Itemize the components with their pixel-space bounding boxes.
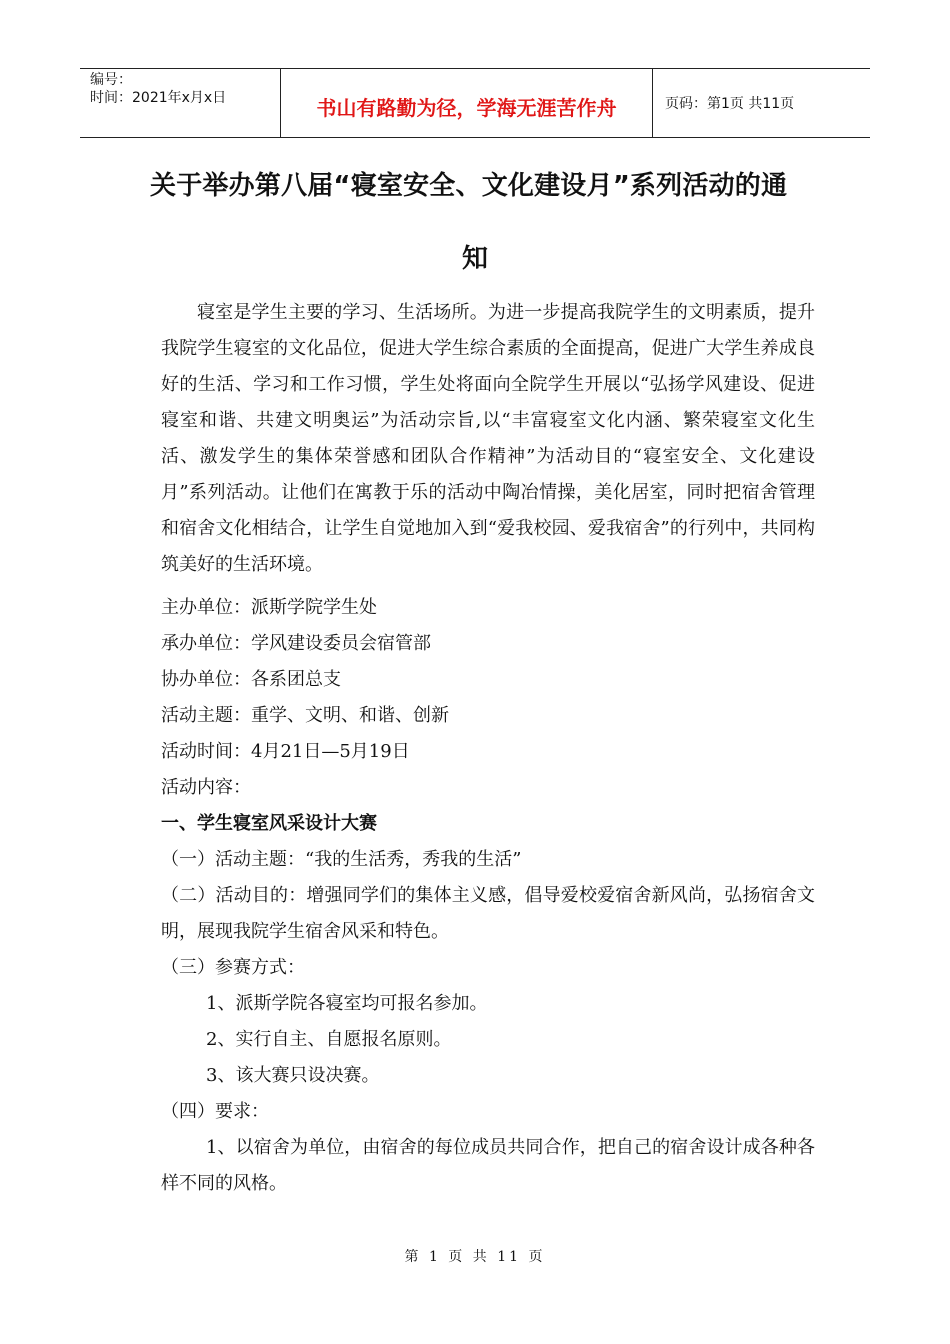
section1-item3-2: 2、实行自主、自愿报名原则。 <box>206 1029 452 1050</box>
section1-item3: （三）参赛方式： <box>161 957 305 978</box>
section1-item1: （一）活动主题：“我的生活秀，秀我的生活” <box>161 849 522 870</box>
section1-heading: 一、学生寝室风采设计大赛 <box>161 813 377 834</box>
header-meta <box>80 69 281 137</box>
co-organizer-line: 协办单位：各系团总支 <box>161 669 341 690</box>
date-label: 时间：2021年x月x日 <box>90 90 227 106</box>
section1-item4: （四）要求： <box>161 1101 269 1122</box>
theme-line: 活动主题：重学、文明、和谐、创新 <box>161 705 449 726</box>
organizer-line: 承办单位：学风建设委员会宿管部 <box>161 633 431 654</box>
section1-item2: （二）活动目的：增强同学们的集体主义感，倡导爱校爱宿舍新风尚，弘扬宿舍文明，展现我院学生宿舍风采和特色。 <box>161 885 815 942</box>
number-label: 编号： <box>90 72 132 88</box>
document-header <box>80 68 870 138</box>
content-label: 活动内容： <box>161 777 251 798</box>
section1-item4-1: 1、以宿舍为单位，由宿舍的每位成员共同合作，把自己的宿舍设计成各种各样不同的风格。 <box>161 1137 815 1194</box>
time-line: 活动时间：4月21日—5月19日 <box>161 741 410 762</box>
host-line: 主办单位：派斯学院学生处 <box>161 597 377 618</box>
intro-paragraph: 寝室是学生主要的学习、生活场所。为进一步提高我院学生的文明素质，提升我院学生寝室的文化品位，促进大学生综合素质的全面提高，促进广大学生养成良好的生活、学习和工作习惯，学生处将面向全院学生开展以“弘扬学风建设、促进寝室和谐、共建文明奥运”为活动宗旨,以“丰富寝室文化内涵、繁荣寝室文化生活、激发学生的集体荣誉感和团队合作精神”为活动目的“寝室安全、文化建设月”系列活动。让他们在寓教于乐的活动中陶冶情操，美化居室，同时把宿舍管理和宿舍文化相结合，让学生自觉地加入到“爱我校园、爱我宿舍”的行列中，共同构筑美好的生活环境。 <box>161 302 815 575</box>
section1-item3-1: 1、派斯学院各寝室均可报名参加。 <box>206 993 488 1014</box>
header-motto: 书山有路勤为径，学海无涯苦作舟 <box>281 69 653 137</box>
document-title-line1: 关于举办第八届“寝室安全、文化建设月”系列活动的通 <box>150 171 788 201</box>
document-title-line2: 知 <box>461 244 488 274</box>
section1-item3-3: 3、该大赛只设决赛。 <box>206 1065 380 1086</box>
header-page-info: 页码：第1页 共11页 <box>665 96 795 112</box>
page-footer: 第 1 页 共 11 页 <box>404 1249 546 1265</box>
